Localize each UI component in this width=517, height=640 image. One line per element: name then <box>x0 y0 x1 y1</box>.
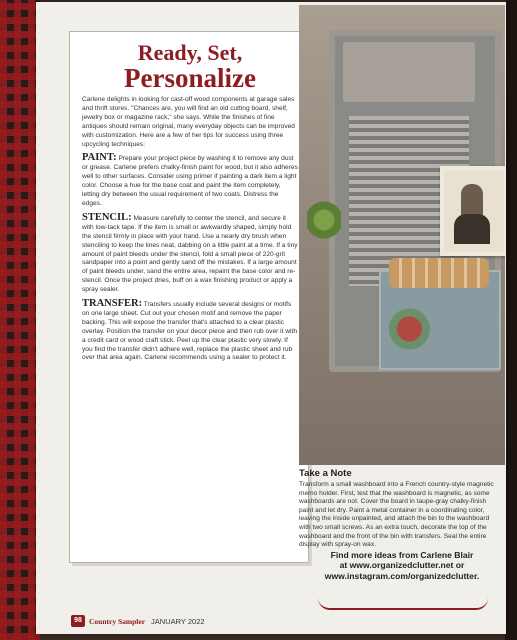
tip-paint-text: Prepare your project piece by washing it to remove any dust or grease. Carlene prefers chalky-finish paint for wood, but it also adheres well to other surfaces. Consider using primer if painting a dark item a light color. Choose a hue for the base coat and paint the item completely, letting dry between the usual requirement of two coats. Distress the edges. <box>82 155 298 207</box>
magazine-page <box>36 2 506 634</box>
note-title: Take a Note <box>299 468 352 479</box>
more-ideas <box>292 550 512 581</box>
portrait-head <box>461 184 483 218</box>
sidebar-title-line2: Personalize <box>124 63 256 93</box>
issue-date: JANUARY 2022 <box>151 616 205 626</box>
tip-stencil-text: Measure carefully to center the stencil, and secure it with low-tack tape. If the item is small or awkwardly shaped, simply hold the stencil firmly in place with your hand. Use a nearly dry brush when stenciling to keep the lines neat, dabbing on a little paint at a time. If a tiny amount of paint bleeds under the stencil, fold a small piece of 220-grit sandpaper into a point and gently sand off the mistakes. If a large amount of paint bleeds under, sand the entire area, repaint the base color and re-stencil. Once the project dries, buff on a wax finishing product or apply a spray sealer. <box>82 214 298 294</box>
plaid-border <box>0 0 40 640</box>
decorative-underline <box>318 598 488 610</box>
tip-transfer <box>82 300 298 363</box>
metal-bin <box>379 270 501 370</box>
magazine-name: Country Sampler <box>89 616 146 626</box>
tip-paint <box>82 154 298 208</box>
washboard-transfer-label <box>343 42 475 102</box>
page-footer <box>71 614 205 628</box>
more-line2: at www.organizedclutter.net or <box>339 560 465 571</box>
take-a-note-caption <box>299 468 499 550</box>
plant-leaves <box>307 185 341 255</box>
tip-transfer-lead: TRANSFER: <box>82 298 143 310</box>
page-edge-shadow <box>505 0 517 640</box>
more-line3: www.instagram.com/organizedclutter. <box>324 570 480 581</box>
page-number: 98 <box>71 615 85 627</box>
tip-transfer-text: Transfers usually include several designs or motifs on one large sheet. Cut out your chosen motif and remove the paper backing. This will expose the transfer that's attached to a clear plastic overlay. Position the transfer on your decor piece and then rub over it with a credit card or wood craft stick. Peel up the clear plastic very slowly. If you find the transfer didn't adhere well, replace the plastic sheet and rub over that area again. Carlene recommends using a sealer to protect it. <box>82 301 298 362</box>
tip-stencil <box>82 211 298 295</box>
floral-transfer <box>387 306 443 352</box>
sidebar-title-line1: Ready, Set, <box>137 40 243 65</box>
tip-paint-lead: PAINT: <box>82 152 117 164</box>
washboard-photo <box>299 5 505 465</box>
more-line1: Find more ideas from Carlene Blair <box>330 550 474 560</box>
tip-stencil-lead: STENCIL: <box>82 211 132 223</box>
note-body: Transform a small washboard into a French country-style magnetic memo holder. First, test that the washboard is magnetic, as some washboards are not. Cover the board in taupe-gray chalky-finish paint and let dry. Paint a metal container in a coordinating color, leaving the inside unpainted, and attach the bin to the washboard with two small screws. As an extra touch, decorate the top of the washboard and the front of the bin with transfers. Seal the entire display with spray-on wax. <box>299 481 494 549</box>
tips-sidebar <box>69 31 309 563</box>
vintage-portrait-photo <box>440 166 505 256</box>
sidebar-intro: Carlene delights in looking for cast-off wood components at garage sales and thrift stores. "Chances are, you will find an old cutting board, shelf, jewelry box or magazine rack," she says. While the finishes of fine antiques should remain original, many everyday objects can be improved with customization. Here are a few of her tips for success using three upcycling techniques: <box>82 96 295 148</box>
wooden-spools <box>389 258 489 288</box>
portrait-body <box>454 214 490 244</box>
